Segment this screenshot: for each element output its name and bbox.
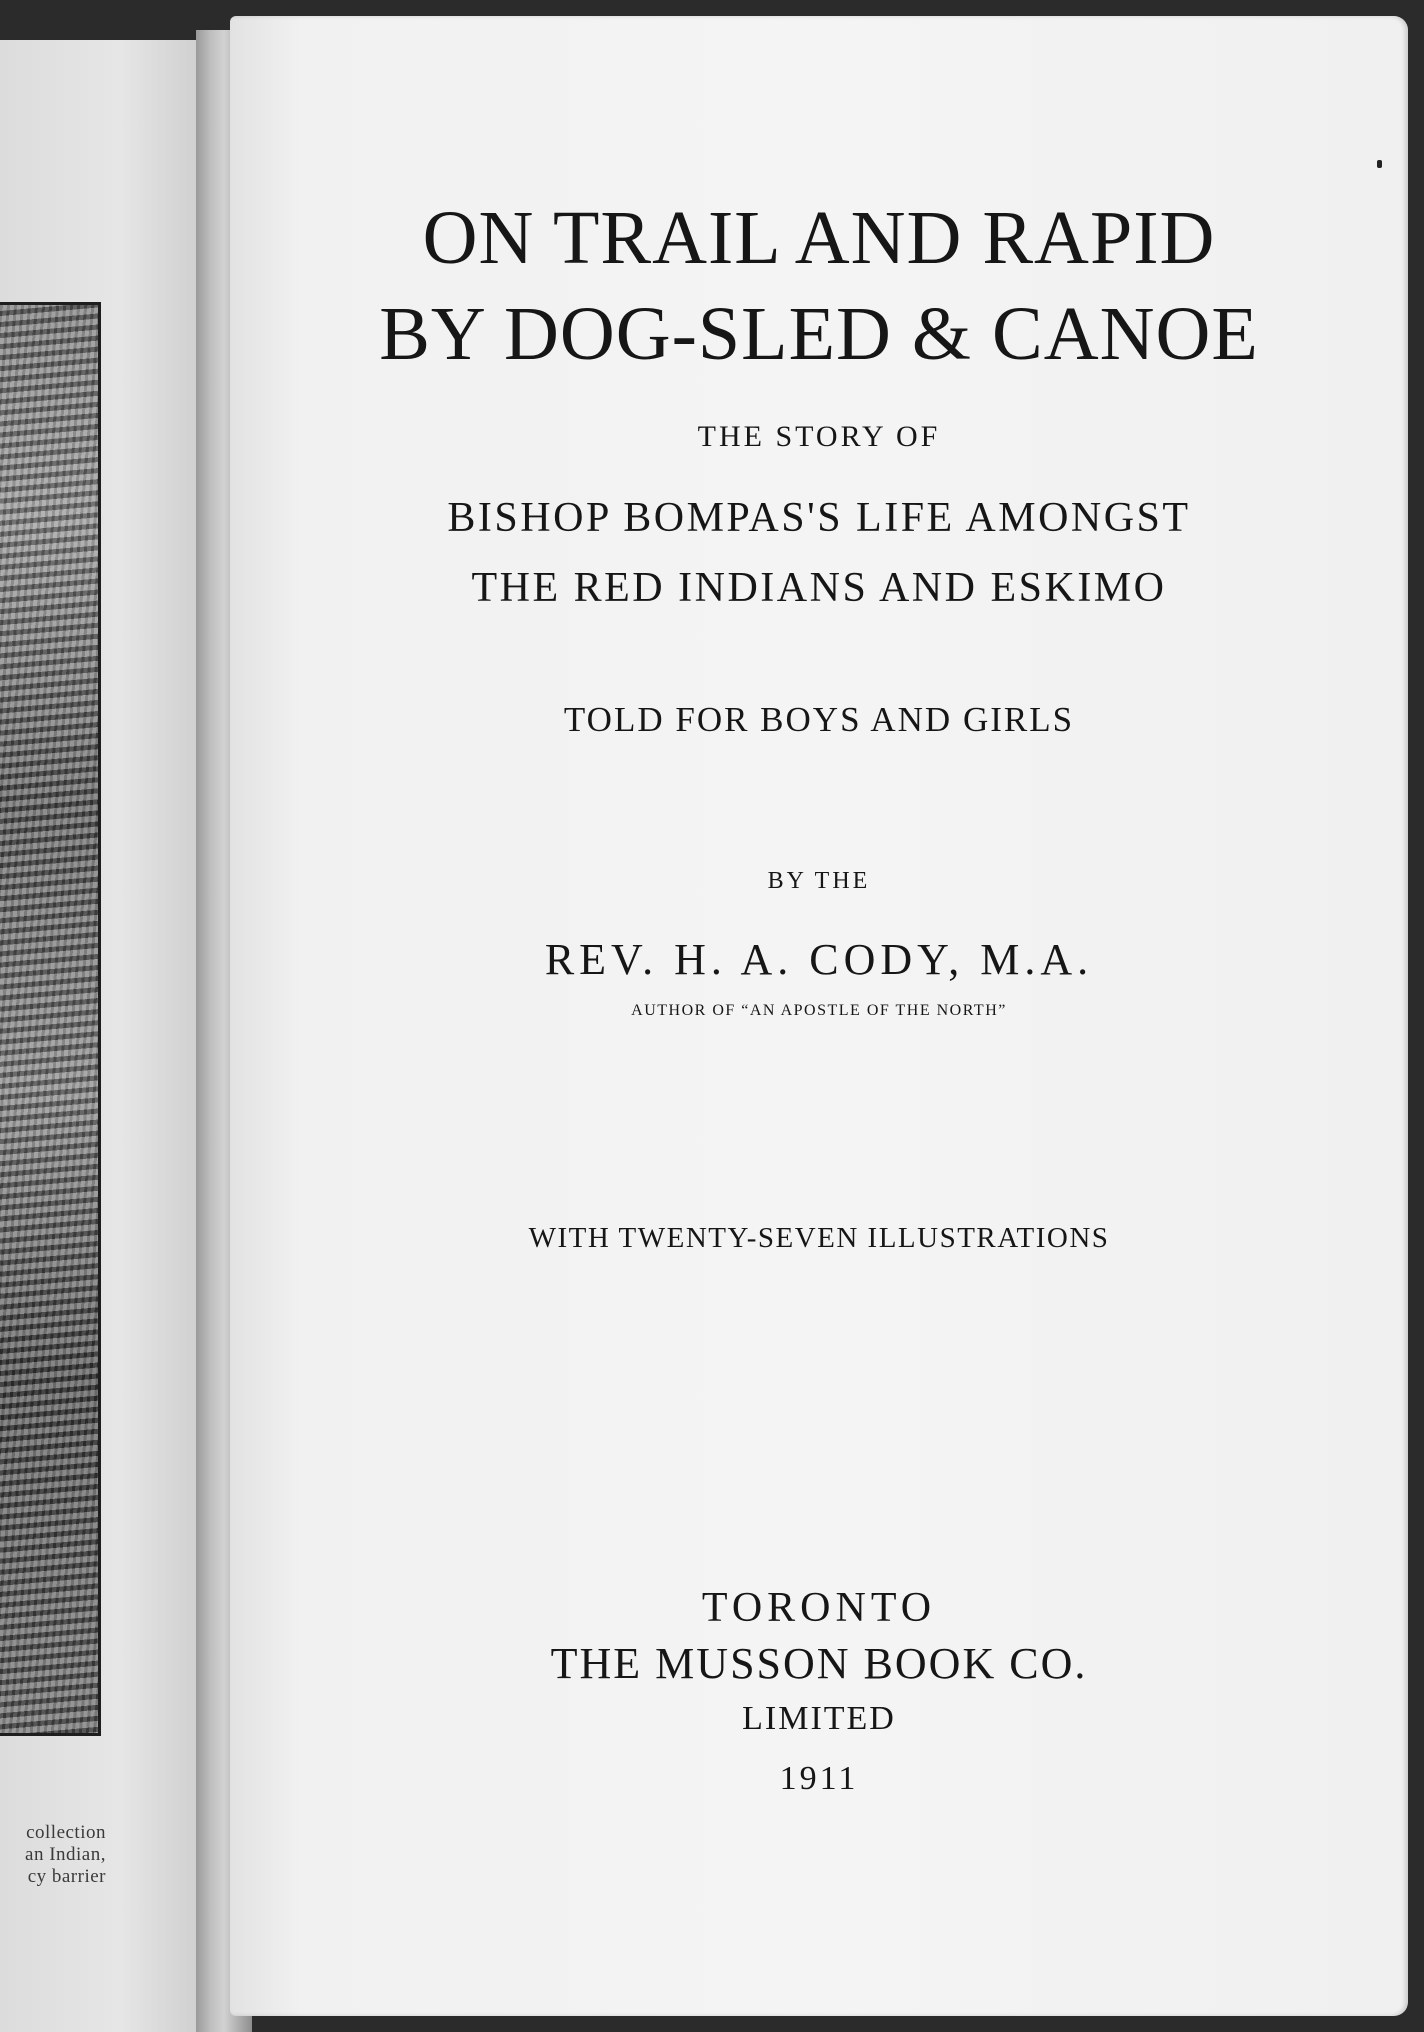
publisher-city: TORONTO <box>701 1585 937 1631</box>
subtitle-line-2: THE RED INDIANS AND ESKIMO <box>471 565 1167 611</box>
subtitle-line-1: BISHOP BOMPAS'S LIFE AMONGST <box>447 495 1191 541</box>
author-of-line: AUTHOR OF “AN APOSTLE OF THE NORTH” <box>631 1002 1007 1019</box>
facing-page <box>0 40 200 2032</box>
title-line-1: ON TRAIL AND RAPID <box>422 196 1216 280</box>
author-name: REV. H. A. CODY, M.A. <box>544 935 1094 984</box>
story-of-label: THE STORY OF <box>697 420 941 453</box>
title-line-2: BY DOG-SLED & CANOE <box>379 292 1259 376</box>
caption-line: an Indian, <box>25 1844 106 1865</box>
caption-line: cy barrier <box>27 1866 106 1887</box>
audience-line: TOLD FOR BOYS AND GIRLS <box>563 700 1075 739</box>
publisher-suffix: LIMITED <box>742 1700 896 1737</box>
publication-year: 1911 <box>779 1760 859 1797</box>
title-page <box>230 16 1408 2016</box>
frontispiece-illustration <box>0 302 101 1736</box>
print-speck <box>1377 160 1382 168</box>
frontispiece-caption <box>0 1822 106 1888</box>
caption-line: collection <box>26 1822 106 1843</box>
illustrations-note: WITH TWENTY-SEVEN ILLUSTRATIONS <box>528 1222 1110 1254</box>
publisher-name: THE MUSSON BOOK CO. <box>550 1639 1088 1688</box>
by-the-label: BY THE <box>767 868 871 894</box>
